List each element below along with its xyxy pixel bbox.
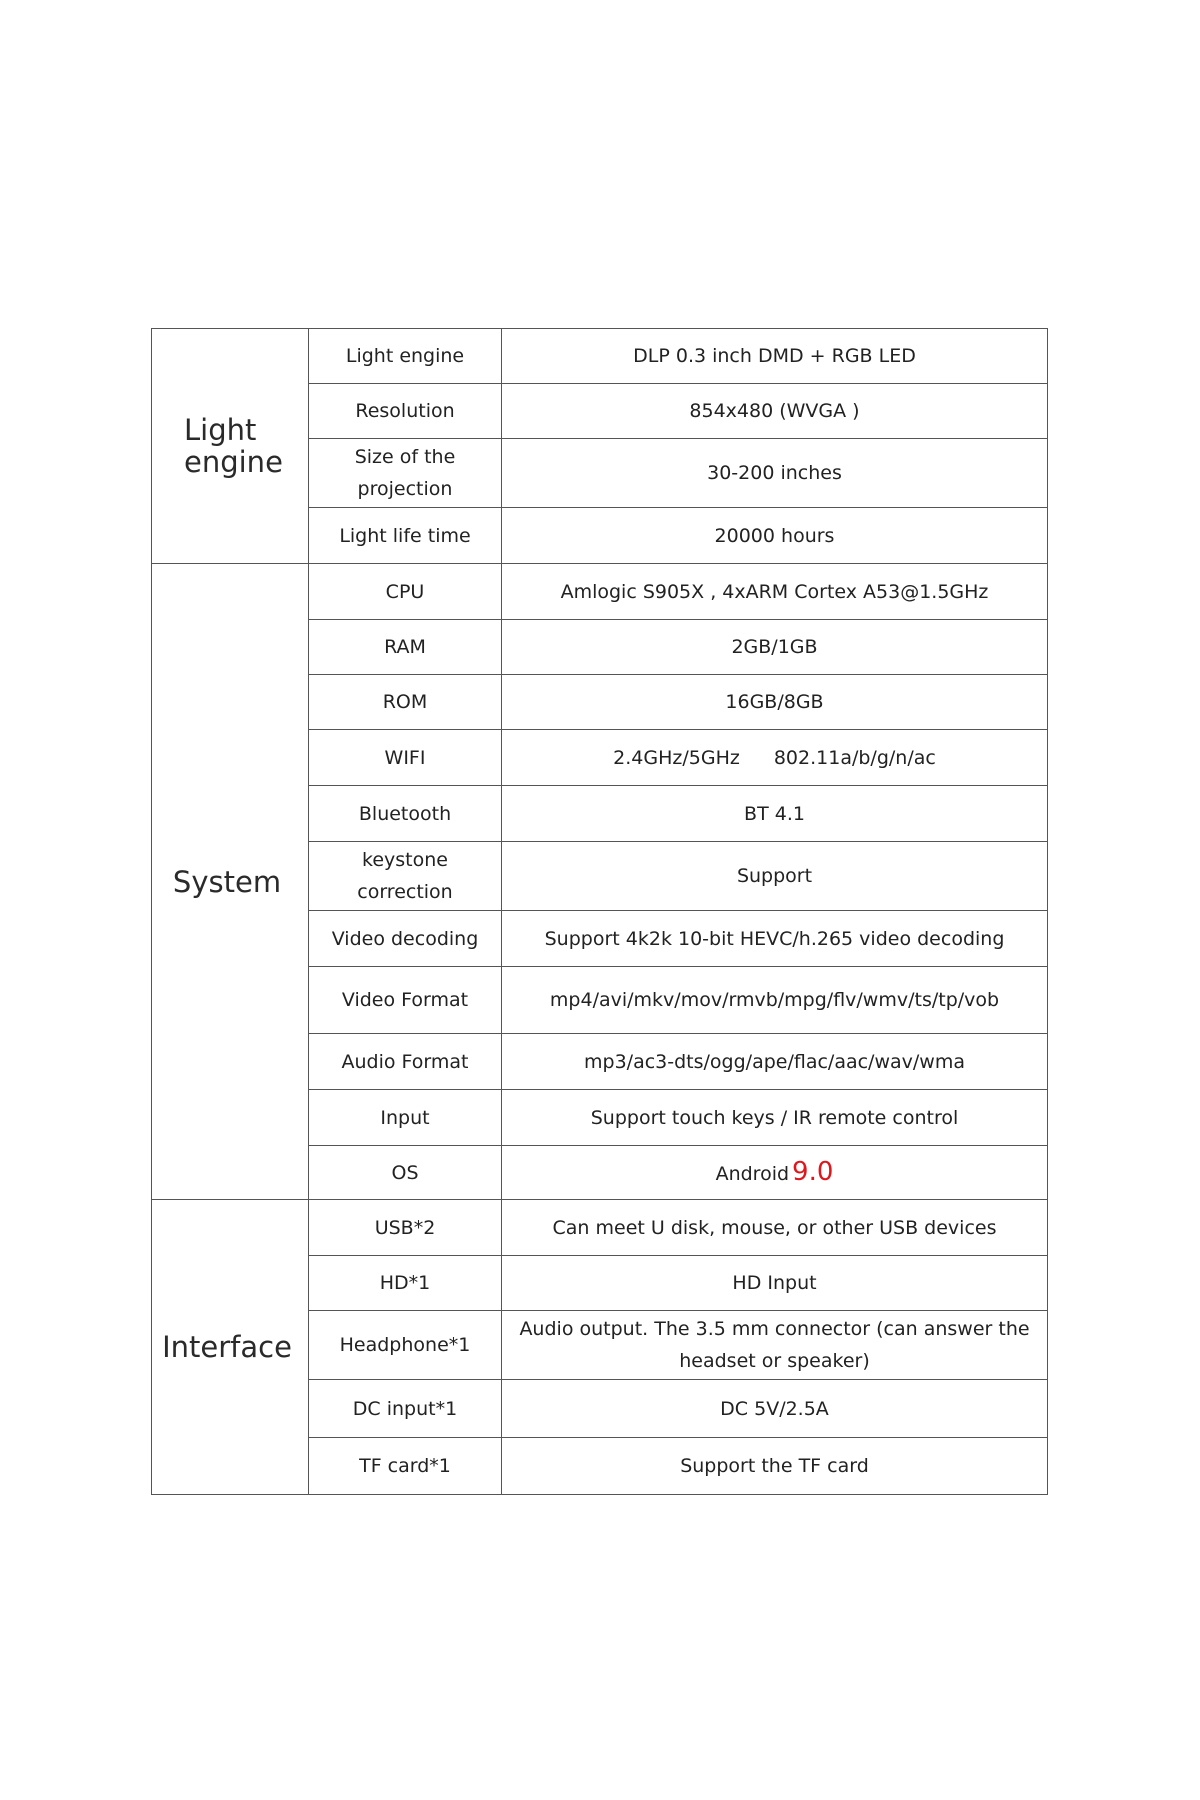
label-os: OS xyxy=(309,1146,502,1200)
label-video-format: Video Format xyxy=(309,967,502,1034)
value-projection-size: 30-200 inches xyxy=(502,439,1048,508)
label-light-life: Light life time xyxy=(309,508,502,564)
value-headphone: Audio output. The 3.5 mm connector (can answer the headset or speaker) xyxy=(502,1311,1048,1380)
value-dc-input: DC 5V/2.5A xyxy=(502,1380,1048,1438)
label-hd: HD*1 xyxy=(309,1256,502,1311)
label-ram: RAM xyxy=(309,620,502,675)
label-usb: USB*2 xyxy=(309,1200,502,1256)
label-bluetooth: Bluetooth xyxy=(309,786,502,842)
value-tf-card: Support the TF card xyxy=(502,1438,1048,1495)
label-tf-card: TF card*1 xyxy=(309,1438,502,1495)
label-cpu: CPU xyxy=(309,564,502,620)
value-os: Android 9.0 xyxy=(502,1146,1048,1200)
value-wifi: 2.4GHz/5GHz 802.11a/b/g/n/ac xyxy=(502,730,1048,786)
value-video-decoding: Support 4k2k 10-bit HEVC/h.265 video decoding xyxy=(502,911,1048,967)
value-input: Support touch keys / IR remote control xyxy=(502,1090,1048,1146)
category-interface: Interface xyxy=(152,1200,309,1495)
table-row xyxy=(152,329,1048,384)
label-resolution: Resolution xyxy=(309,384,502,439)
label-wifi: WIFI xyxy=(309,730,502,786)
spec-table xyxy=(151,328,1048,1495)
table-row xyxy=(152,1200,1048,1256)
category-system: System xyxy=(152,564,309,1200)
label-dc-input: DC input*1 xyxy=(309,1380,502,1438)
value-light-engine: DLP 0.3 inch DMD + RGB LED xyxy=(502,329,1048,384)
value-ram: 2GB/1GB xyxy=(502,620,1048,675)
label-projection-size: Size of the projection xyxy=(309,439,502,508)
value-video-format: mp4/avi/mkv/mov/rmvb/mpg/flv/wmv/ts/tp/vob xyxy=(502,967,1048,1034)
label-light-engine: Light engine xyxy=(309,329,502,384)
table-row xyxy=(152,564,1048,620)
value-bluetooth: BT 4.1 xyxy=(502,786,1048,842)
value-rom: 16GB/8GB xyxy=(502,675,1048,730)
label-keystone: keystone correction xyxy=(309,842,502,911)
value-cpu: Amlogic S905X , 4xARM Cortex A53@1.5GHz xyxy=(502,564,1048,620)
label-rom: ROM xyxy=(309,675,502,730)
value-audio-format: mp3/ac3-dts/ogg/ape/flac/aac/wav/wma xyxy=(502,1034,1048,1090)
label-video-decoding: Video decoding xyxy=(309,911,502,967)
value-usb: Can meet U disk, mouse, or other USB devices xyxy=(502,1200,1048,1256)
category-light-engine: Light engine xyxy=(152,329,309,564)
value-keystone: Support xyxy=(502,842,1048,911)
label-audio-format: Audio Format xyxy=(309,1034,502,1090)
value-resolution: 854x480 (WVGA ) xyxy=(502,384,1048,439)
os-version-highlight: 9.0 xyxy=(792,1156,834,1187)
value-hd: HD Input xyxy=(502,1256,1048,1311)
label-input: Input xyxy=(309,1090,502,1146)
label-headphone: Headphone*1 xyxy=(309,1311,502,1380)
value-light-life: 20000 hours xyxy=(502,508,1048,564)
